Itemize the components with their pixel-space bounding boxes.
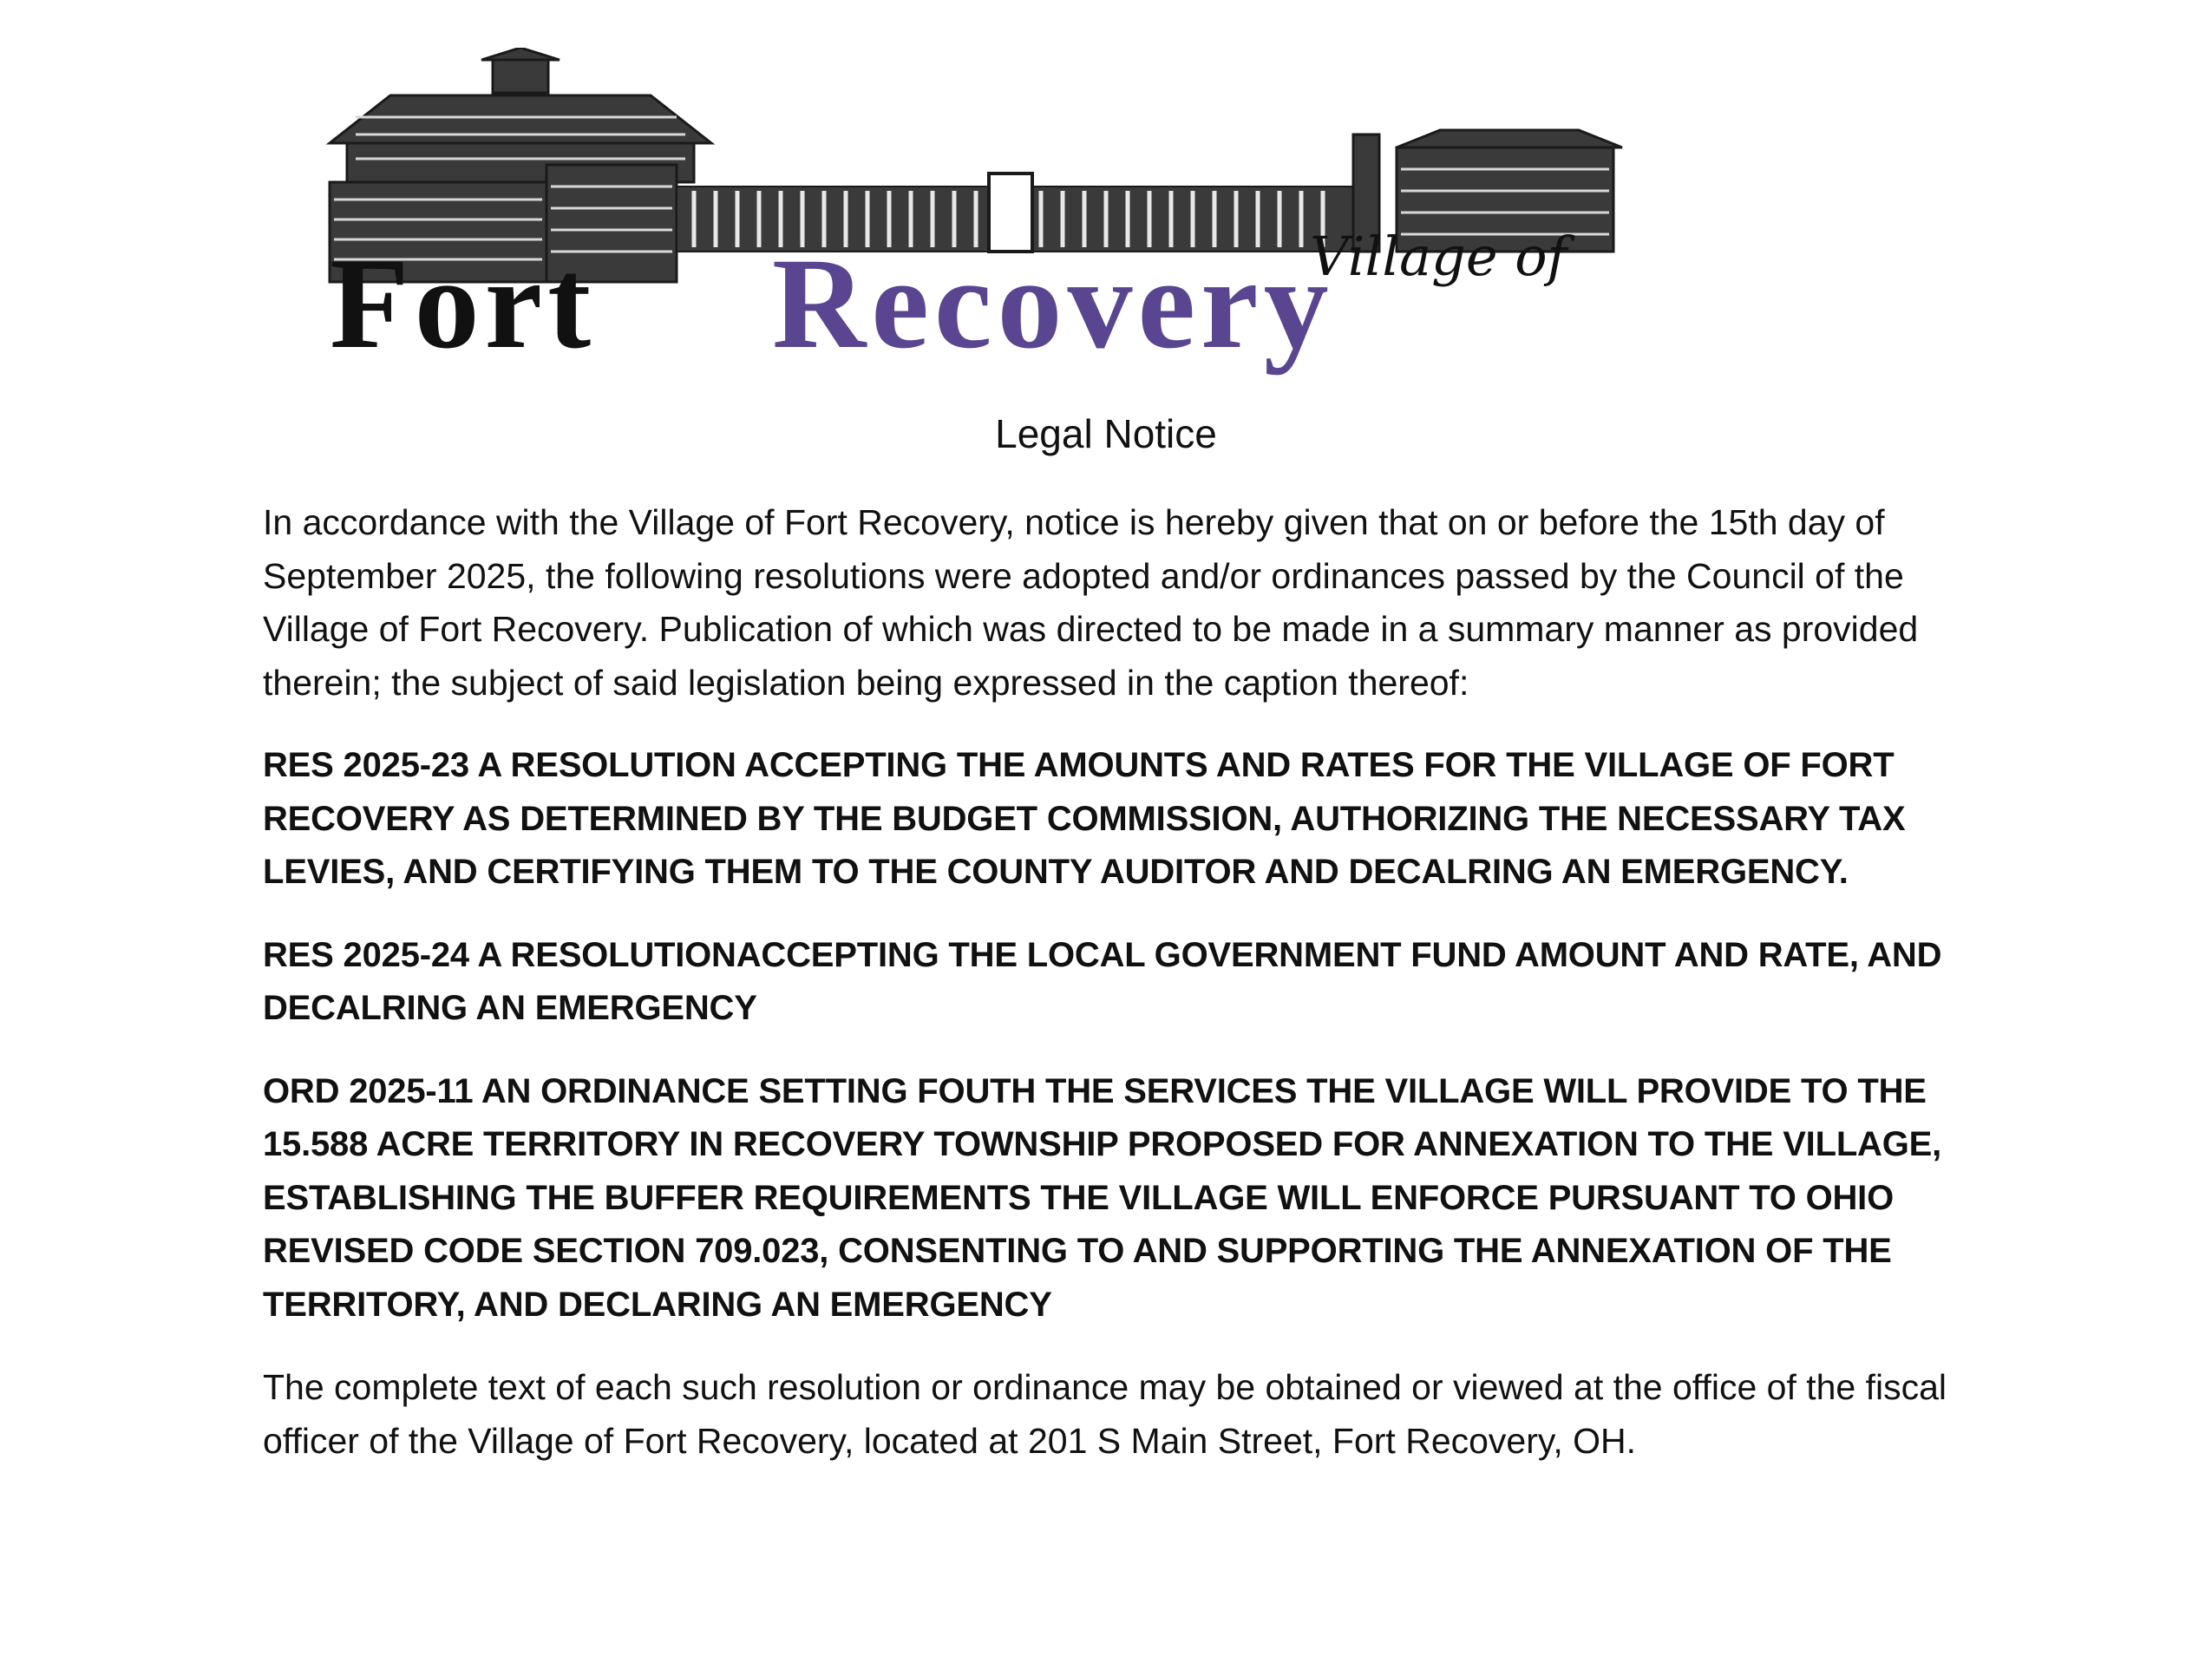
legislation-id: RES 2025-24	[263, 935, 469, 974]
legislation-item	[263, 739, 1998, 900]
legislation-caption: A RESOLUTIONACCEPTING THE LOCAL GOVERNMENT FUND AMOUNT AND RATE, AND DECALRING AN EMERGENCY	[263, 935, 1942, 1027]
legislation-id: ORD 2025-11	[263, 1071, 474, 1110]
legislation-id: RES 2025-23	[263, 746, 469, 784]
legislation-item	[263, 1065, 1998, 1332]
legislation-caption: A RESOLUTION ACCEPTING THE AMOUNTS AND RATES FOR THE VILLAGE OF FORT RECOVERY AS DETERMINED BY THE BUDGET COMMISSION, AUTHORIZING THE NECESSARY TAX LEVIES, AND CERTIFYING THEM TO THE COUNTY AUDITOR AND DECALRING AN EMERGENCY.	[263, 746, 1906, 891]
logo-word-recovery: Recovery	[772, 232, 1334, 376]
village-logo	[260, 48, 1839, 377]
legislation-caption: AN ORDINANCE SETTING FOUTH THE SERVICES THE VILLAGE WILL PROVIDE TO THE 15.588 ACRE TERRITORY IN RECOVERY TOWNSHIP PROPOSED FOR ANNEXATION TO THE VILLAGE, ESTABLISHING THE BUFFER REQUIREMENTS THE VILLAGE WILL ENFORCE PURSUANT TO OHIO REVISED CODE SECTION 709.023, CONSENTING TO AND SUPPORTING THE ANNEXATION OF THE TERRITORY, AND DECLARING AN EMERGENCY	[263, 1071, 1942, 1324]
logo-script-text: Village of	[1310, 225, 1567, 288]
logo-word-fort: Fort	[330, 232, 597, 376]
page-title: Legal Notice	[995, 411, 1217, 456]
fort-stockade-illustration	[260, 48, 1839, 377]
closing-paragraph: The complete text of each such resolution or ordinance may be obtained or viewed at the office of the fiscal officer of the Village of Fort Recovery, located at 201 S Main Street, Fort Recovery, OH.	[263, 1367, 1947, 1461]
legislation-item	[263, 929, 1998, 1036]
notice-body	[263, 496, 1998, 1497]
intro-paragraph: In accordance with the Village of Fort Recovery, notice is hereby given that on or before the 15th day of September 2025, the following resolutions were adopted and/or ordinances passed by the Council of the Village of Fort Recovery. Publication of which was directed to be made in a summary manner as provided therein; the subject of said legislation being expressed in the caption thereof:	[263, 502, 1919, 703]
